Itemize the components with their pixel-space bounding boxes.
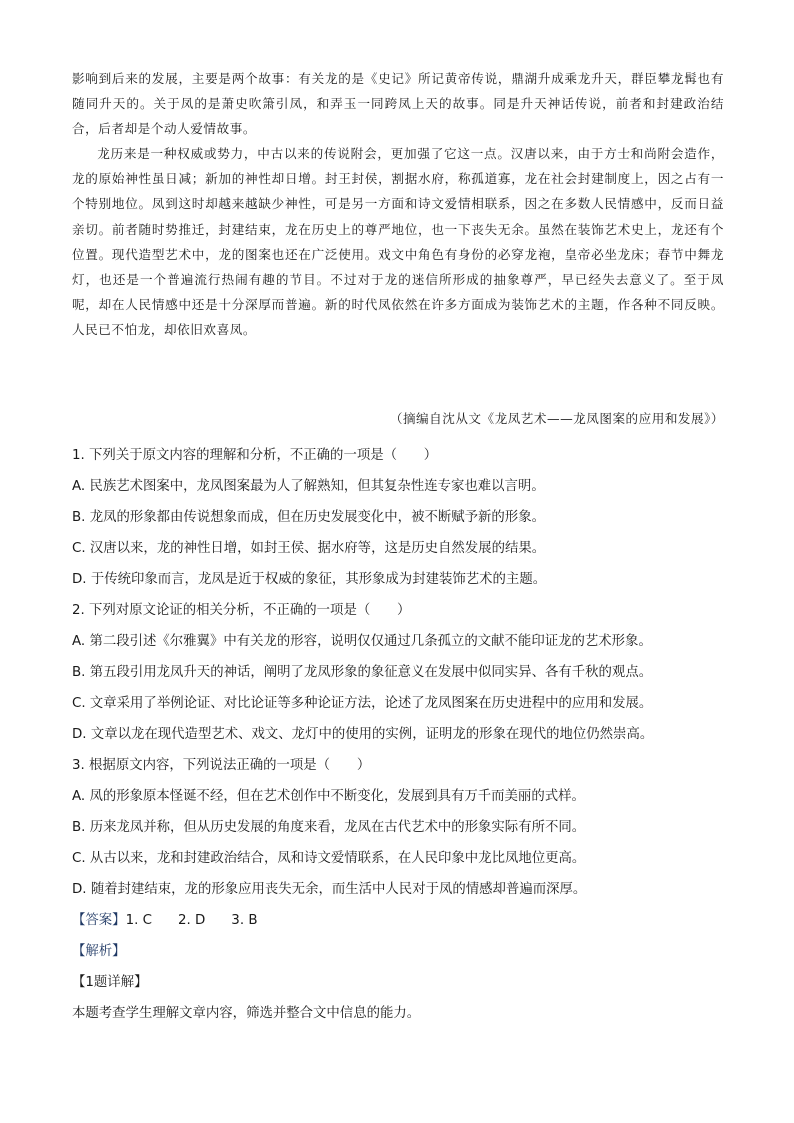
reading-passage bbox=[72, 66, 724, 342]
question-1-option-a: A. 民族艺术图案中，龙凤图案最为人了解熟知，但其复杂性连专家也难以言明。 bbox=[72, 479, 545, 494]
question-2-option-b: B. 第五段引用龙凤升天的神话，阐明了龙凤形象的象征意义在发展中似同实异、各有千秋的观点。 bbox=[72, 665, 653, 680]
answer-item-2: 2. D bbox=[177, 913, 206, 928]
question-2-stem: 2. 下列对原文论证的相关分析，不正确的一项是（ ） bbox=[72, 603, 411, 618]
answer-item-1: 1. C bbox=[125, 913, 152, 928]
question-3 bbox=[72, 750, 732, 905]
answer-item-3: 3. B bbox=[231, 913, 258, 928]
question-1-option-d: D. 于传统印象而言，龙凤是近于权威的象征，其形象成为封建装饰艺术的主题。 bbox=[72, 572, 547, 587]
question-1 bbox=[72, 440, 732, 595]
question-3-option-c: C. 从古以来，龙和封建政治结合，凤和诗文爱情联系，在人民印象中龙比凤地位更高。 bbox=[72, 851, 586, 866]
question-1-option-c: C. 汉唐以来，龙的神性日增，如封王侯、据水府等，这是历史自然发展的结果。 bbox=[72, 541, 546, 556]
analysis-tag: 【解析】 bbox=[72, 944, 126, 959]
question-2-option-a: A. 第二段引述《尔雅翼》中有关龙的形容，说明仅仅通过几条孤立的文献不能印证龙的艺术形象。 bbox=[72, 634, 652, 649]
question-2-option-c: C. 文章采用了举例论证、对比论证等多种论证方法，论述了龙凤图案在历史进程中的应用和发展。 bbox=[72, 696, 653, 711]
question-2-option-d: D. 文章以龙在现代造型艺术、戏文、龙灯中的使用的实例，证明龙的形象在现代的地位仍然崇高。 bbox=[72, 727, 654, 742]
question-3-option-b: B. 历来龙凤并称，但从历史发展的角度来看，龙凤在古代艺术中的形象实际有所不同。 bbox=[72, 820, 586, 835]
passage-paragraph-2: 龙历来是一种权威或势力，中古以来的传说附会，更加强了它这一点。汉唐以来，由于方士和尚附会造作，龙的原始神性虽日减；新加的神性却日增。封王封侯，割据水府，称孤道寡，龙在社会封建制度上，因之占有一个特别地位。凤到这时却越来越缺少神性，可是另一方面和诗文爱情相联系，因之在多数人民情感中，反而日益亲切。前者随时势推迁，封建结束，龙在历史上的尊严地位，也一下丧失无余。虽然在装饰艺术史上，龙还有个位置。现代造型艺术中，龙的图案也还在广泛使用。戏文中角色有身份的必穿龙袍，皇帝必坐龙床；春节中舞龙灯，也还是一个普遍流行热闹有趣的节目。不过对于龙的迷信所形成的抽象尊严，早已经失去意义了。至于凤呢，却在人民情感中还是十分深厚而普遍。新的时代凤依然在许多方面成为装饰艺术的主题，作各种不同反映。人民已不怕龙，却依旧欢喜凤。 bbox=[72, 146, 724, 337]
question-1-option-b: B. 龙凤的形象都由传说想象而成，但在历史发展变化中，被不断赋予新的形象。 bbox=[72, 510, 545, 525]
answer-tag: 【答案】 bbox=[72, 913, 126, 928]
passage-paragraph-1: 影响到后来的发展，主要是两个故事：有关龙的是《史记》所记黄帝传说，鼎湖升成乘龙升天，群臣攀龙髯也有随同升天的。关于凤的是萧史吹箫引凤，和弄玉一同跨凤上天的故事。同是升天神话传说，前者和封建政治结合，后者却是个动人爱情故事。 bbox=[72, 71, 724, 137]
analysis-text: 本题考查学生理解文章内容，筛选并整合文中信息的能力。 bbox=[72, 1006, 421, 1021]
question-3-stem: 3. 根据原文内容，下列说法正确的一项是（ ） bbox=[72, 758, 371, 773]
answer-line bbox=[72, 905, 732, 936]
analysis-subheading: 【1题详解】 bbox=[72, 975, 148, 990]
passage-source: （摘编自沈从文《龙凤艺术——龙凤图案的应用和发展》） bbox=[389, 411, 724, 426]
question-1-stem: 1. 下列关于原文内容的理解和分析，不正确的一项是（ ） bbox=[72, 448, 438, 463]
question-section bbox=[72, 440, 732, 1029]
question-3-option-d: D. 随着封建结束，龙的形象应用丧失无余，而生活中人民对于凤的情感却普遍而深厚。 bbox=[72, 882, 587, 897]
analysis-heading bbox=[72, 936, 732, 967]
question-2 bbox=[72, 595, 732, 750]
question-3-option-a: A. 凤的形象原本怪诞不经，但在艺术创作中不断变化，发展到具有万千而美丽的式样。 bbox=[72, 789, 585, 804]
